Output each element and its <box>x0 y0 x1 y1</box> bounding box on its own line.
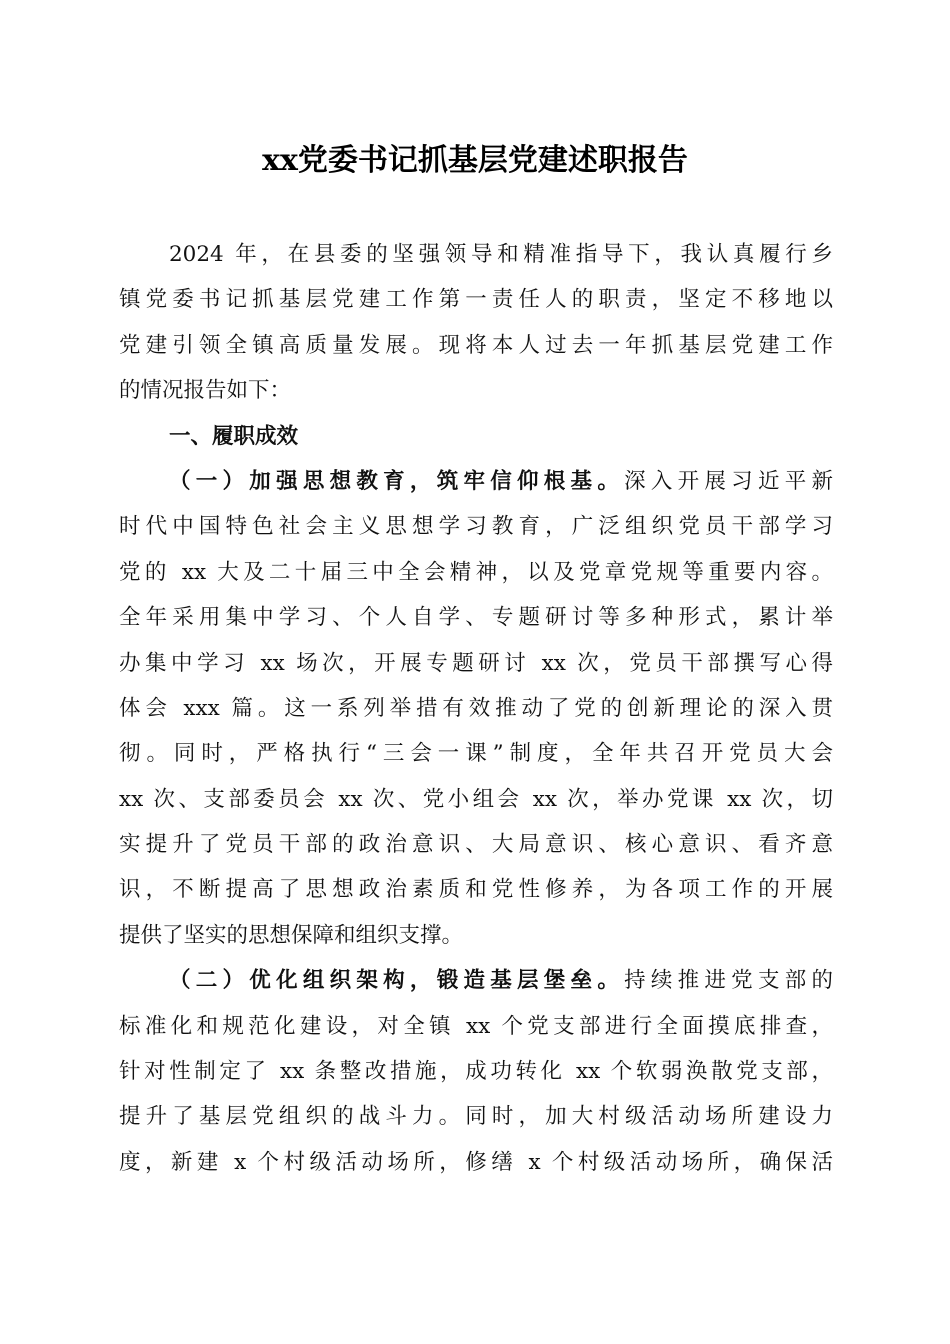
document-title: xx党委书记抓基层党建述职报告 <box>262 143 688 178</box>
subsection-2-first-line-rest: 持续推进党支部的 <box>624 968 833 994</box>
subsection-1-line: 识，不断提高了思想政治素质和党性修养，为各项工作的开展 <box>119 877 833 903</box>
intro-line-2: 镇党委书记抓基层党建工作第一责任人的职责，坚定不移地以 <box>119 287 833 313</box>
subsection-1-lead: （一）加强思想教育，筑牢信仰根基。 <box>169 468 625 494</box>
subsection-1-line: 时代中国特色社会主义思想学习教育，广泛组织党员干部学习 <box>119 514 833 540</box>
subsection-2-lead: （二）优化组织架构，锻造基层堡垒。 <box>169 968 625 994</box>
intro-line-4: 的情况报告如下： <box>119 378 292 404</box>
subsection-2-line: 提升了基层党组织的战斗力。同时，加大村级活动场所建设力 <box>119 1104 833 1130</box>
subsection-2-line: 标准化和规范化建设，对全镇 xx 个党支部进行全面摸底排查， <box>119 1013 833 1039</box>
intro-line-1: 2024 年，在县委的坚强领导和精准指导下，我认真履行乡 <box>169 242 833 267</box>
document-body <box>119 232 833 1185</box>
subsection-2-line: 度，新建 x 个村级活动场所，修缮 x 个村级活动场所，确保活 <box>119 1149 833 1175</box>
subsection-1-first-line-rest: 深入开展习近平新 <box>624 468 833 494</box>
subsection-1-line: 实提升了党员干部的政治意识、大局意识、核心意识、看齐意 <box>119 832 833 858</box>
subsection-2-first-line <box>119 958 833 1003</box>
subsection-1-line: xx 次、支部委员会 xx 次、党小组会 xx 次，举办党课 xx 次，切 <box>119 786 833 812</box>
subsection-1-line: 提供了坚实的思想保障和组织支撑。 <box>119 922 464 948</box>
subsection-1-line: 体会 xxx 篇。这一系列举措有效推动了党的创新理论的深入贯 <box>119 695 833 721</box>
subsection-1-line: 全年采用集中学习、个人自学、专题研讨等多种形式，累计举 <box>119 605 833 631</box>
subsection-2-line: 针对性制定了 xx 条整改措施，成功转化 xx 个软弱涣散党支部， <box>119 1059 833 1085</box>
subsection-1-line: 党的 xx 大及二十届三中全会精神，以及党章党规等重要内容。 <box>119 559 833 585</box>
intro-line-3: 党建引领全镇高质量发展。现将本人过去一年抓基层党建工作 <box>119 332 833 358</box>
subsection-1-line: 彻。同时，严格执行“三会一课”制度，全年共召开党员大会 <box>119 741 833 767</box>
subsection-1-line: 办集中学习 xx 场次，开展专题研讨 xx 次，党员干部撰写心得 <box>119 650 833 676</box>
subsection-1-first-line <box>119 459 833 504</box>
section-heading: 一、履职成效 <box>169 423 299 449</box>
